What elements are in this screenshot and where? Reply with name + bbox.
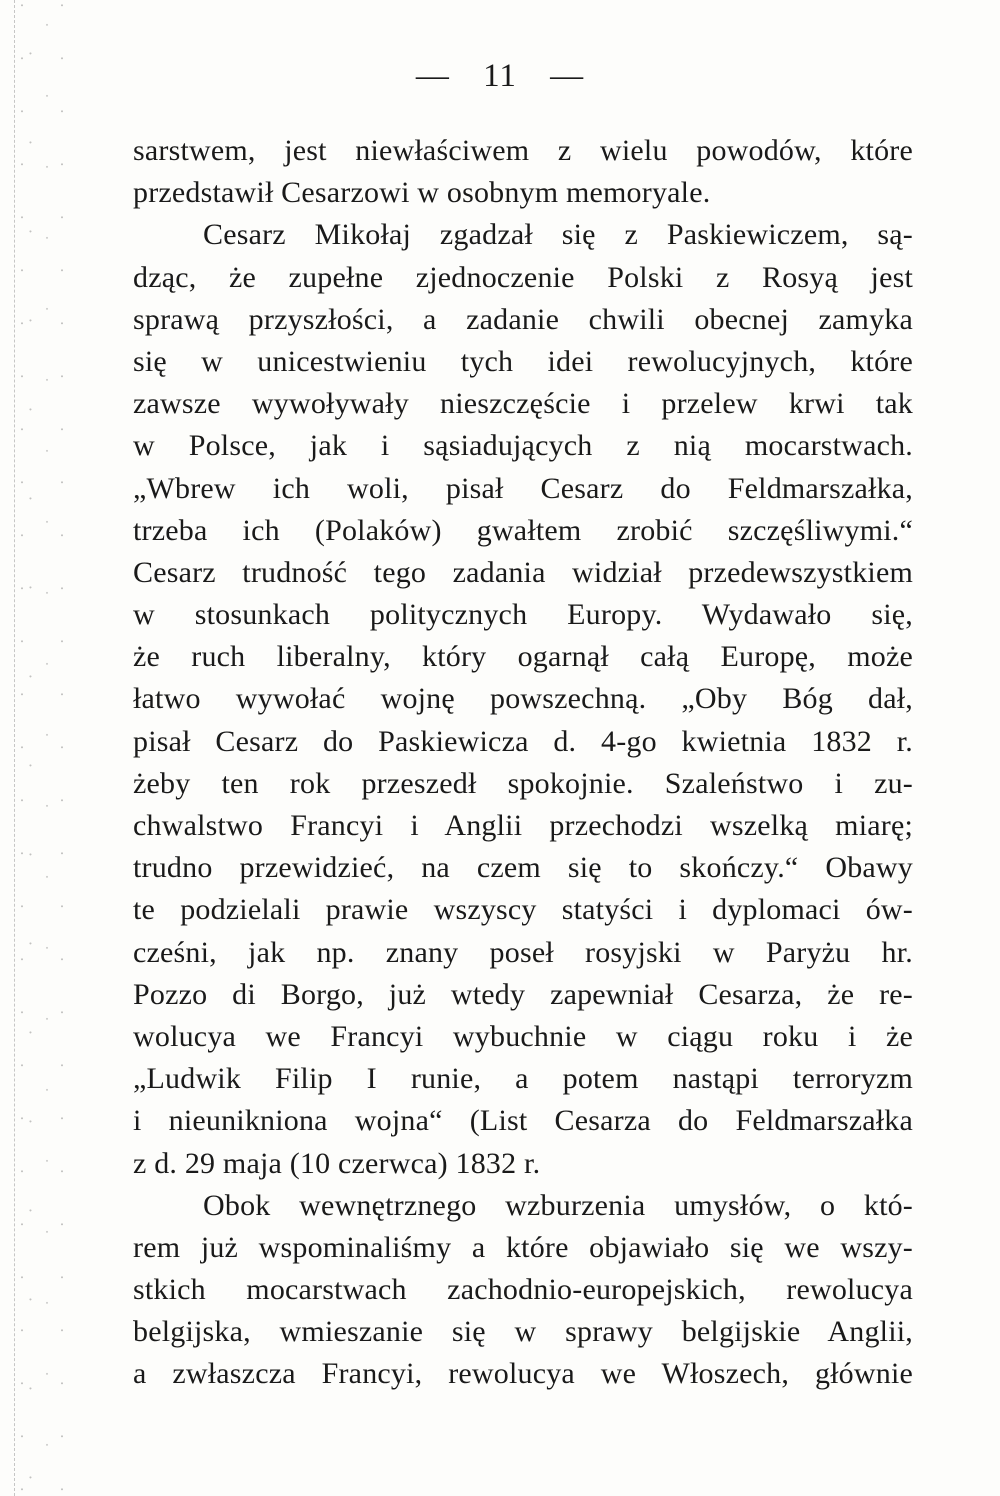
text-line: Pozzo di Borgo, już wtedy zapewniał Cesarza, że re- [133,977,913,1011]
text-line: zawsze wywoływały nieszczęście i przelew krwi tak [133,387,913,421]
binding-edge [0,0,15,1496]
text-line: wolucya we Francyi wybuchnie w ciągu roku i że [133,1019,913,1053]
header-dash-right: — [550,58,585,94]
header-dash-left: — [415,58,450,94]
text-line: łatwo wywołać wojnę powszechną. „Oby Bóg dał, [133,682,913,716]
text-line: że ruch liberalny, który ogarnął całą Europę, może [133,640,913,674]
text-line: Cesarz Mikołaj zgadzał się z Paskiewiczem, są- [203,218,913,252]
text-line: stkich mocarstwach zachodnio-europejskich, rewolucya [133,1273,913,1307]
text-line: żeby ten rok przeszedł spokojnie. Szaleństwo i zu- [133,766,913,800]
text-line: chwalstwo Francyi i Anglii przechodzi wszelką miarę; [133,809,913,842]
text-line: trzeba ich (Polaków) gwałtem zrobić szczęśliwymi.“ [133,513,913,547]
text-line: dząc, że zupełne zjednoczenie Polski z Rosyą jest [133,260,913,294]
body-text [133,130,913,1396]
text-line: Obok wewnętrznego wzburzenia umysłów, o któ- [203,1188,913,1222]
text-line: trudno przewidzieć, na czem się to skończy.“ Obawy [133,851,913,885]
page-header [0,58,1000,95]
text-line: rem już wspominaliśmy a które objawiało się we wszy- [133,1230,913,1264]
page-number: 11 [483,58,517,94]
text-line: w stosunkach politycznych Europy. Wydawało się, [133,598,913,632]
text-line: „Wbrew ich woli, pisał Cesarz do Feldmarszałka, [133,471,913,505]
text-line: z d. 29 maja (10 czerwca) 1832 r. [133,1146,541,1180]
page-speckles [14,0,74,1496]
text-line: „Ludwik Filip I runie, a potem nastąpi terroryzm [133,1062,913,1096]
text-line: w Polsce, jak i sąsiadujących z nią mocarstwach. [133,429,913,463]
text-line: pisał Cesarz do Paskiewicza d. 4-go kwietnia 1832 r. [133,724,913,758]
text-line: a zwłaszcza Francyi, rewolucya we Włoszech, głównie [133,1357,913,1391]
text-line: cześni, jak np. znany poseł rosyjski w Paryżu hr. [133,935,913,969]
text-line: belgijska, wmieszanie się w sprawy belgijskie Anglii, [133,1315,913,1349]
text-line: Cesarz trudność tego zadania widział przedewszystkiem [133,555,913,589]
text-line: sprawą przyszłości, a zadanie chwili obecnej zamyka [133,302,913,336]
text-line: sarstwem, jest niewłaściwem z wielu powodów, które [133,134,913,167]
text-line: przedstawił Cesarzowi w osobnym memoryale. [133,176,711,210]
text-line: i nieunikniona wojna“ (List Cesarza do Feldmarszałka [133,1104,913,1138]
text-line: się w unicestwieniu tych idei rewolucyjnych, które [133,344,913,378]
text-line: te podzielali prawie wszyscy statyści i dyplomaci ów- [133,893,913,927]
